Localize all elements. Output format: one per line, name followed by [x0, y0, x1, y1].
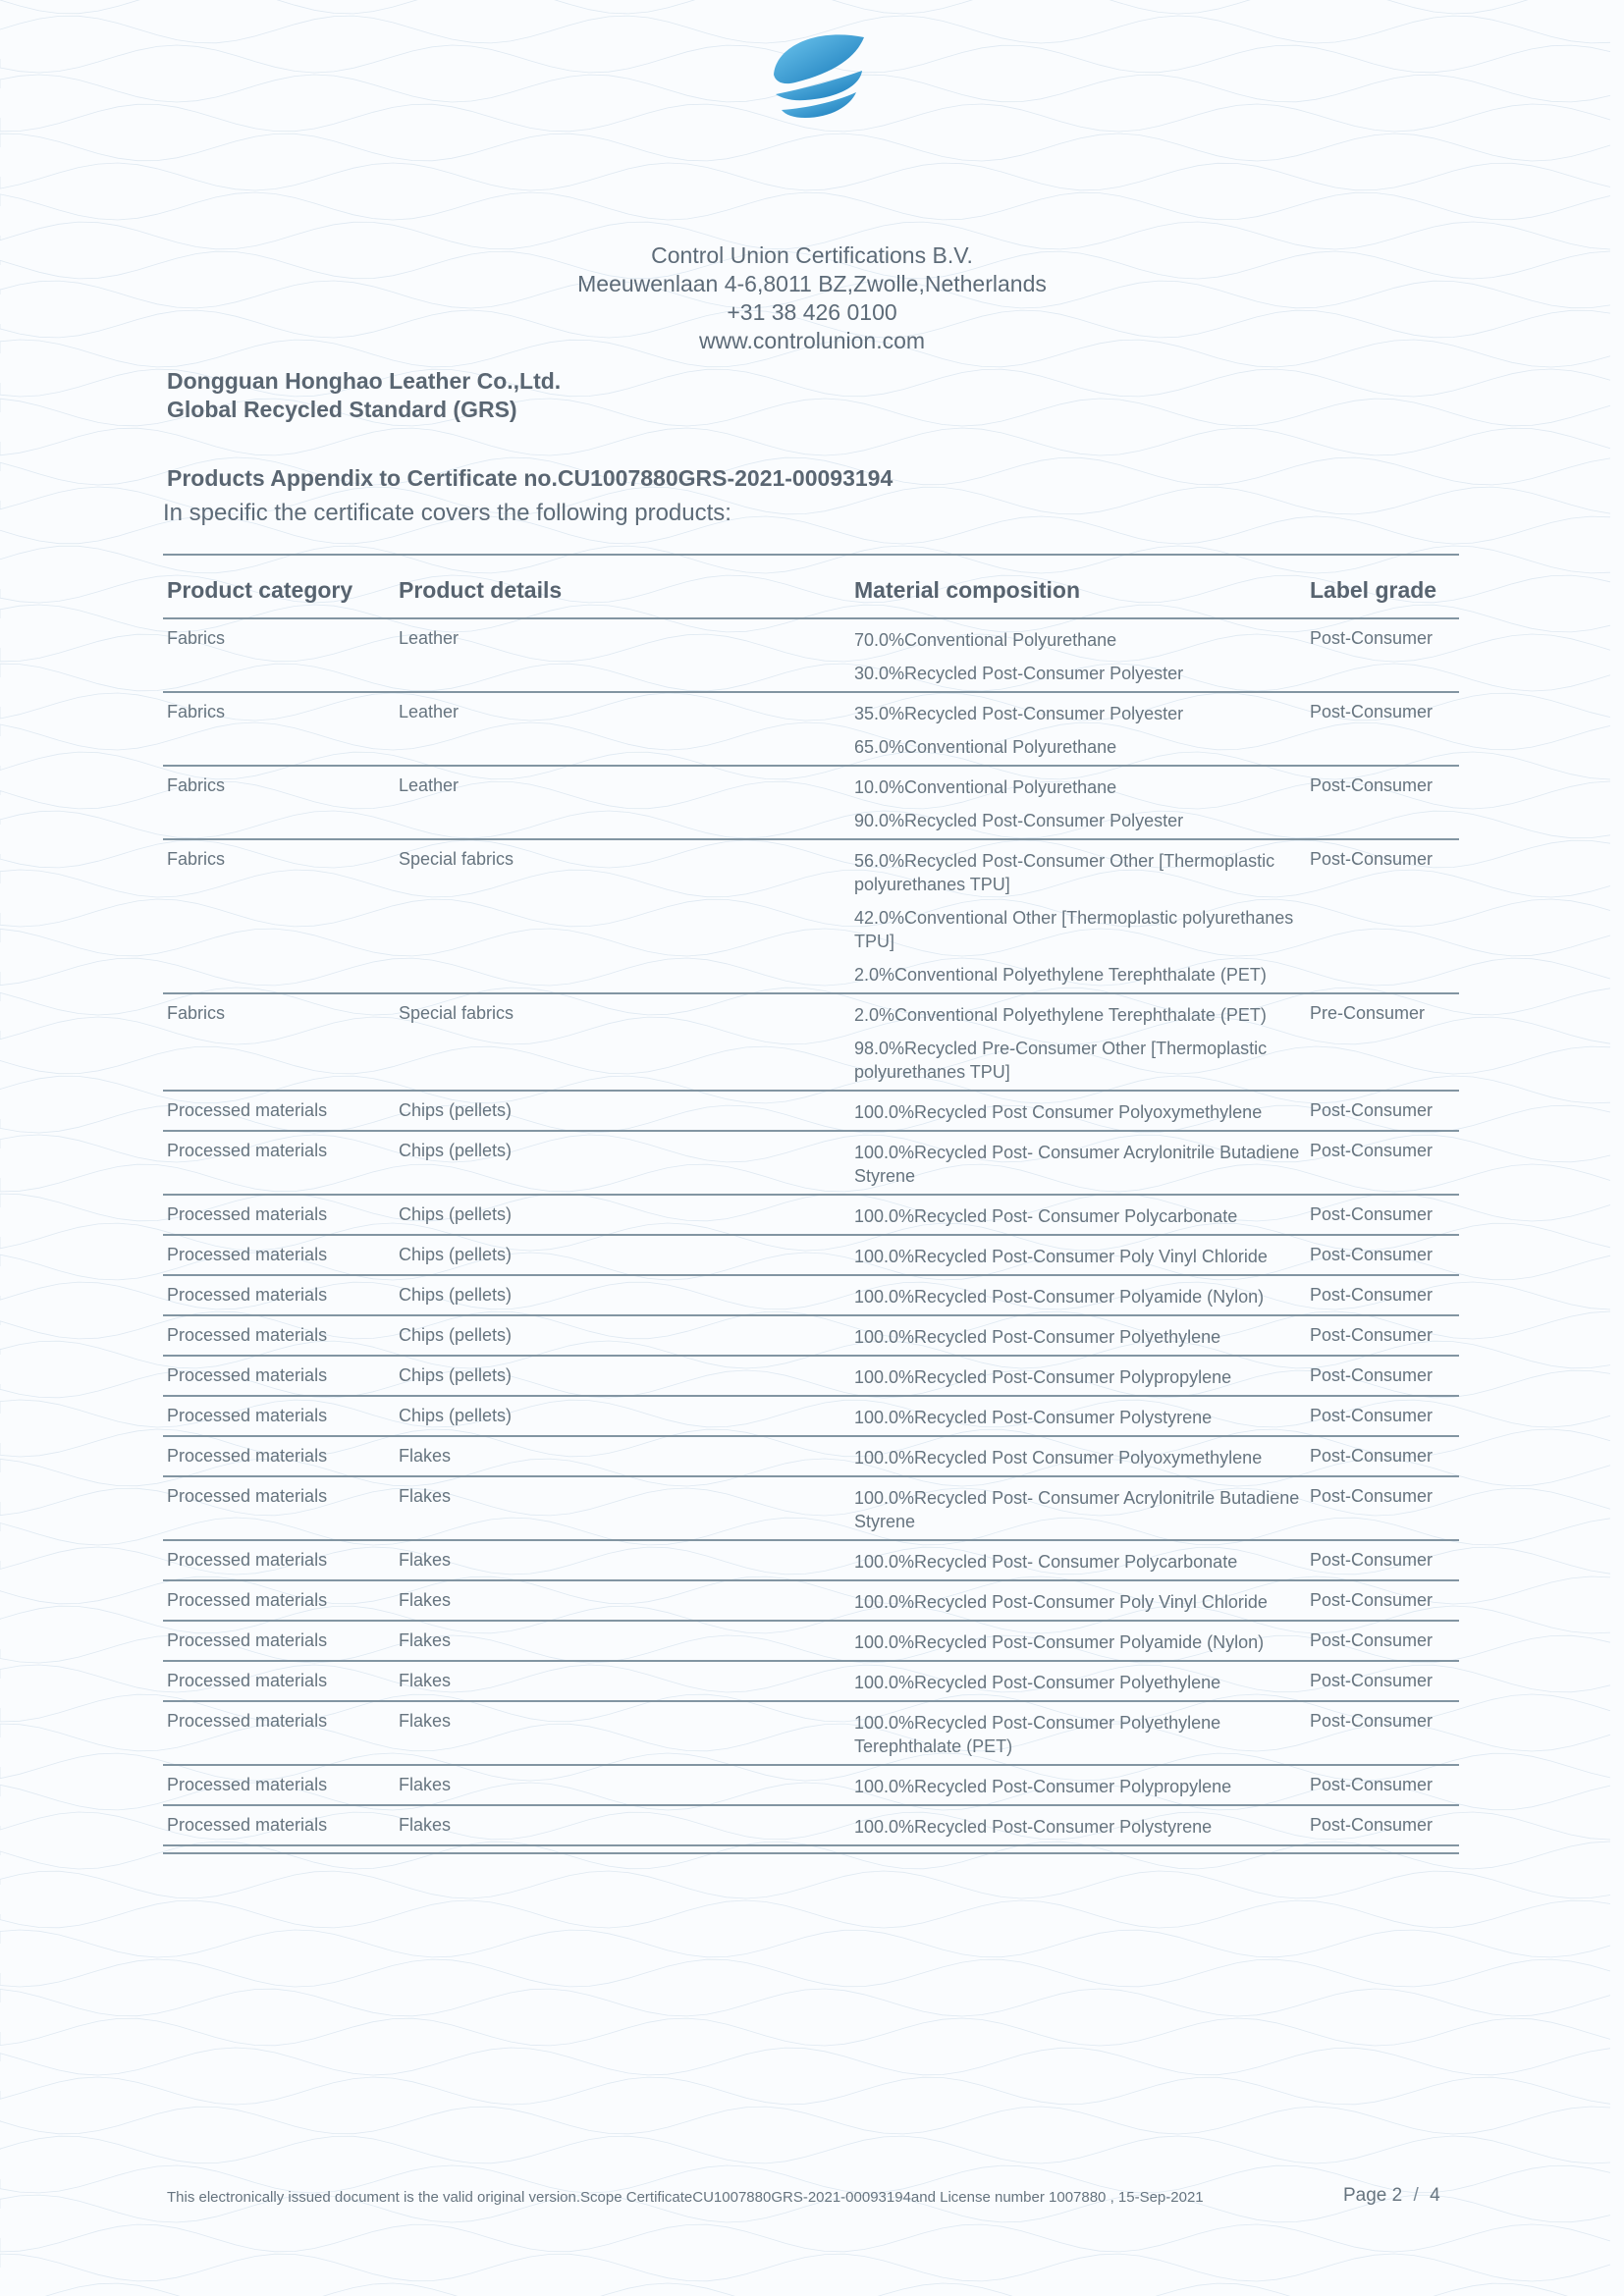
cell-product-category: Processed materials	[163, 1275, 395, 1315]
cell-label-grade: Post-Consumer	[1306, 1476, 1459, 1540]
cell-material-composition	[850, 1195, 1306, 1235]
table-row	[163, 1661, 1459, 1701]
cell-product-category: Processed materials	[163, 1661, 395, 1701]
table-header-row	[163, 555, 1459, 618]
cell-product-details: Chips (pellets)	[395, 1131, 850, 1195]
table-row	[163, 1195, 1459, 1235]
table-row	[163, 1091, 1459, 1131]
cell-material-composition	[850, 1661, 1306, 1701]
cell-product-details: Flakes	[395, 1765, 850, 1805]
cell-product-details: Flakes	[395, 1580, 850, 1621]
cell-product-category: Processed materials	[163, 1315, 395, 1356]
material-line: 100.0%Recycled Post- Consumer Acrylonitrile Butadiene Styrene	[854, 1143, 1300, 1186]
material-line: 100.0%Recycled Post-Consumer Poly Vinyl Chloride	[854, 1592, 1268, 1612]
cell-product-details: Flakes	[395, 1436, 850, 1476]
cell-product-category: Fabrics	[163, 766, 395, 839]
table-row	[163, 1621, 1459, 1661]
cell-material-composition	[850, 1540, 1306, 1580]
cell-product-details: Leather	[395, 766, 850, 839]
cell-label-grade: Post-Consumer	[1306, 1356, 1459, 1396]
header-material-composition: Material composition	[850, 555, 1306, 618]
material-line: 10.0%Conventional Polyurethane	[854, 777, 1117, 797]
issuer-name: Control Union Certifications B.V.	[651, 242, 973, 268]
table-row	[163, 766, 1459, 839]
issuer-address: Meeuwenlaan 4-6,8011 BZ,Zwolle,Netherlands	[577, 271, 1047, 296]
table-row	[163, 618, 1459, 692]
cell-product-category: Processed materials	[163, 1621, 395, 1661]
table-row	[163, 993, 1459, 1091]
cell-label-grade: Post-Consumer	[1306, 1701, 1459, 1765]
cell-label-grade: Post-Consumer	[1306, 1765, 1459, 1805]
material-line: 65.0%Conventional Polyurethane	[854, 737, 1117, 757]
cell-material-composition	[850, 618, 1306, 692]
table-row	[163, 1275, 1459, 1315]
cell-product-category: Processed materials	[163, 1476, 395, 1540]
table-row	[163, 839, 1459, 993]
cell-product-category: Processed materials	[163, 1701, 395, 1765]
products-table-body	[163, 618, 1459, 1845]
cell-product-category: Processed materials	[163, 1805, 395, 1845]
cell-material-composition	[850, 1396, 1306, 1436]
issuer-block	[0, 241, 1624, 355]
cell-product-category: Fabrics	[163, 839, 395, 993]
material-line: 100.0%Recycled Post-Consumer Polyethylene	[854, 1673, 1221, 1692]
material-line: 2.0%Conventional Polyethylene Terephthalate (PET)	[854, 1005, 1267, 1025]
page-label: Page 2	[1343, 2185, 1403, 2206]
cell-product-category: Fabrics	[163, 692, 395, 766]
table-row	[163, 1235, 1459, 1275]
material-line: 100.0%Recycled Post-Consumer Polypropylene	[854, 1367, 1232, 1387]
material-line: 100.0%Recycled Post- Consumer Polycarbonate	[854, 1206, 1238, 1226]
cell-product-category: Processed materials	[163, 1765, 395, 1805]
cell-product-details: Flakes	[395, 1540, 850, 1580]
cell-product-category: Processed materials	[163, 1235, 395, 1275]
table-row	[163, 1580, 1459, 1621]
table-row	[163, 1131, 1459, 1195]
material-line: 100.0%Recycled Post-Consumer Polystyrene	[854, 1408, 1213, 1427]
cell-material-composition	[850, 766, 1306, 839]
table-row	[163, 1805, 1459, 1845]
table-row	[163, 692, 1459, 766]
client-company: Dongguan Honghao Leather Co.,Ltd.	[167, 368, 562, 394]
cell-product-category: Processed materials	[163, 1580, 395, 1621]
table-row	[163, 1436, 1459, 1476]
material-line: 35.0%Recycled Post-Consumer Polyester	[854, 704, 1184, 723]
cell-material-composition	[850, 1315, 1306, 1356]
cell-label-grade: Post-Consumer	[1306, 1195, 1459, 1235]
cell-product-details: Chips (pellets)	[395, 1275, 850, 1315]
appendix-title: Products Appendix to Certificate no.CU1007880GRS-2021-00093194	[167, 465, 893, 491]
client-standard: Global Recycled Standard (GRS)	[167, 397, 517, 422]
cell-product-category: Fabrics	[163, 993, 395, 1091]
page-total: 4	[1430, 2185, 1440, 2206]
material-line: 100.0%Recycled Post-Consumer Poly Vinyl Chloride	[854, 1247, 1268, 1266]
cell-product-details: Special fabrics	[395, 993, 850, 1091]
material-line: 100.0%Recycled Post-Consumer Polyethylene	[854, 1327, 1221, 1347]
material-line: 2.0%Conventional Polyethylene Terephthalate (PET)	[854, 965, 1267, 985]
cell-material-composition	[850, 1235, 1306, 1275]
material-line: 100.0%Recycled Post-Consumer Polyamide (Nylon)	[854, 1632, 1265, 1652]
cell-product-details: Chips (pellets)	[395, 1091, 850, 1131]
material-line: 70.0%Conventional Polyurethane	[854, 630, 1117, 650]
cell-material-composition	[850, 1580, 1306, 1621]
cell-material-composition	[850, 1701, 1306, 1765]
material-line: 30.0%Recycled Post-Consumer Polyester	[854, 664, 1184, 683]
cell-product-details: Flakes	[395, 1621, 850, 1661]
issuer-phone: +31 38 426 0100	[727, 299, 897, 325]
cell-product-details: Leather	[395, 618, 850, 692]
issuer-website: www.controlunion.com	[698, 328, 926, 353]
cell-product-details: Flakes	[395, 1661, 850, 1701]
cell-material-composition	[850, 993, 1306, 1091]
header-product-details: Product details	[395, 555, 850, 618]
cell-material-composition	[850, 1436, 1306, 1476]
cell-label-grade: Post-Consumer	[1306, 1091, 1459, 1131]
material-line: 100.0%Recycled Post Consumer Polyoxymethylene	[854, 1448, 1263, 1468]
material-line: 100.0%Recycled Post-Consumer Polyethylene Terephthalate (PET)	[854, 1713, 1221, 1756]
table-end-rule	[163, 1852, 1459, 1854]
cell-product-details: Chips (pellets)	[395, 1356, 850, 1396]
cell-label-grade: Post-Consumer	[1306, 618, 1459, 692]
table-row	[163, 1476, 1459, 1540]
cell-label-grade: Post-Consumer	[1306, 1315, 1459, 1356]
cell-product-details: Chips (pellets)	[395, 1195, 850, 1235]
material-line: 100.0%Recycled Post-Consumer Polystyrene	[854, 1817, 1213, 1837]
cell-label-grade: Post-Consumer	[1306, 692, 1459, 766]
cell-product-category: Processed materials	[163, 1436, 395, 1476]
cell-material-composition	[850, 1476, 1306, 1540]
cell-product-category: Processed materials	[163, 1195, 395, 1235]
cell-material-composition	[850, 692, 1306, 766]
cell-product-category: Processed materials	[163, 1396, 395, 1436]
cell-label-grade: Post-Consumer	[1306, 766, 1459, 839]
table-row	[163, 1765, 1459, 1805]
cell-label-grade: Pre-Consumer	[1306, 993, 1459, 1091]
cell-label-grade: Post-Consumer	[1306, 1131, 1459, 1195]
cell-label-grade: Post-Consumer	[1306, 1621, 1459, 1661]
material-line: 100.0%Recycled Post- Consumer Polycarbonate	[854, 1552, 1238, 1572]
material-line: 100.0%Recycled Post-Consumer Polyamide (Nylon)	[854, 1287, 1265, 1307]
cell-label-grade: Post-Consumer	[1306, 1805, 1459, 1845]
cell-product-category: Processed materials	[163, 1091, 395, 1131]
cell-material-composition	[850, 1765, 1306, 1805]
material-line: 100.0%Recycled Post-Consumer Polypropylene	[854, 1777, 1232, 1796]
cell-product-details: Flakes	[395, 1701, 850, 1765]
cell-product-details: Flakes	[395, 1805, 850, 1845]
cell-product-details: Chips (pellets)	[395, 1396, 850, 1436]
cell-product-details: Special fabrics	[395, 839, 850, 993]
footer-notice: This electronically issued document is the valid original version.Scope CertificateCU1007880GRS-2021-00093194and License number 1007880 , 15-Sep-2021	[167, 2189, 1204, 2206]
cell-product-details: Flakes	[395, 1476, 850, 1540]
appendix-subtitle: In specific the certificate covers the following products:	[163, 500, 731, 526]
table-row	[163, 1701, 1459, 1765]
cell-product-details: Leather	[395, 692, 850, 766]
products-table	[163, 554, 1459, 1846]
cell-product-category: Fabrics	[163, 618, 395, 692]
table-row	[163, 1540, 1459, 1580]
material-line: 90.0%Recycled Post-Consumer Polyester	[854, 811, 1184, 830]
header-label-grade: Label grade	[1306, 555, 1459, 618]
cell-product-category: Processed materials	[163, 1131, 395, 1195]
cell-label-grade: Post-Consumer	[1306, 1396, 1459, 1436]
client-block	[167, 367, 561, 424]
cell-label-grade: Post-Consumer	[1306, 839, 1459, 993]
cell-label-grade: Post-Consumer	[1306, 1436, 1459, 1476]
cell-label-grade: Post-Consumer	[1306, 1580, 1459, 1621]
cell-label-grade: Post-Consumer	[1306, 1540, 1459, 1580]
material-line: 98.0%Recycled Pre-Consumer Other [Thermoplastic polyurethanes TPU]	[854, 1039, 1268, 1082]
cell-product-category: Processed materials	[163, 1540, 395, 1580]
page-indicator	[1343, 2185, 1440, 2207]
cell-material-composition	[850, 1356, 1306, 1396]
header-product-category: Product category	[163, 555, 395, 618]
table-row	[163, 1396, 1459, 1436]
cell-product-details: Chips (pellets)	[395, 1315, 850, 1356]
cell-product-details: Chips (pellets)	[395, 1235, 850, 1275]
cell-material-composition	[850, 1091, 1306, 1131]
cell-material-composition	[850, 1621, 1306, 1661]
control-union-logo-icon	[766, 27, 874, 126]
material-line: 56.0%Recycled Post-Consumer Other [Thermoplastic polyurethanes TPU]	[854, 851, 1275, 894]
cell-product-category: Processed materials	[163, 1356, 395, 1396]
cell-label-grade: Post-Consumer	[1306, 1275, 1459, 1315]
cell-material-composition	[850, 1805, 1306, 1845]
material-line: 100.0%Recycled Post- Consumer Acrylonitrile Butadiene Styrene	[854, 1488, 1300, 1531]
cell-material-composition	[850, 1131, 1306, 1195]
cell-label-grade: Post-Consumer	[1306, 1235, 1459, 1275]
cell-label-grade: Post-Consumer	[1306, 1661, 1459, 1701]
table-row	[163, 1315, 1459, 1356]
material-line: 100.0%Recycled Post Consumer Polyoxymethylene	[854, 1102, 1263, 1122]
material-line: 42.0%Conventional Other [Thermoplastic polyurethanes TPU]	[854, 908, 1294, 951]
table-row	[163, 1356, 1459, 1396]
cell-material-composition	[850, 1275, 1306, 1315]
cell-material-composition	[850, 839, 1306, 993]
page-separator: /	[1413, 2185, 1419, 2206]
